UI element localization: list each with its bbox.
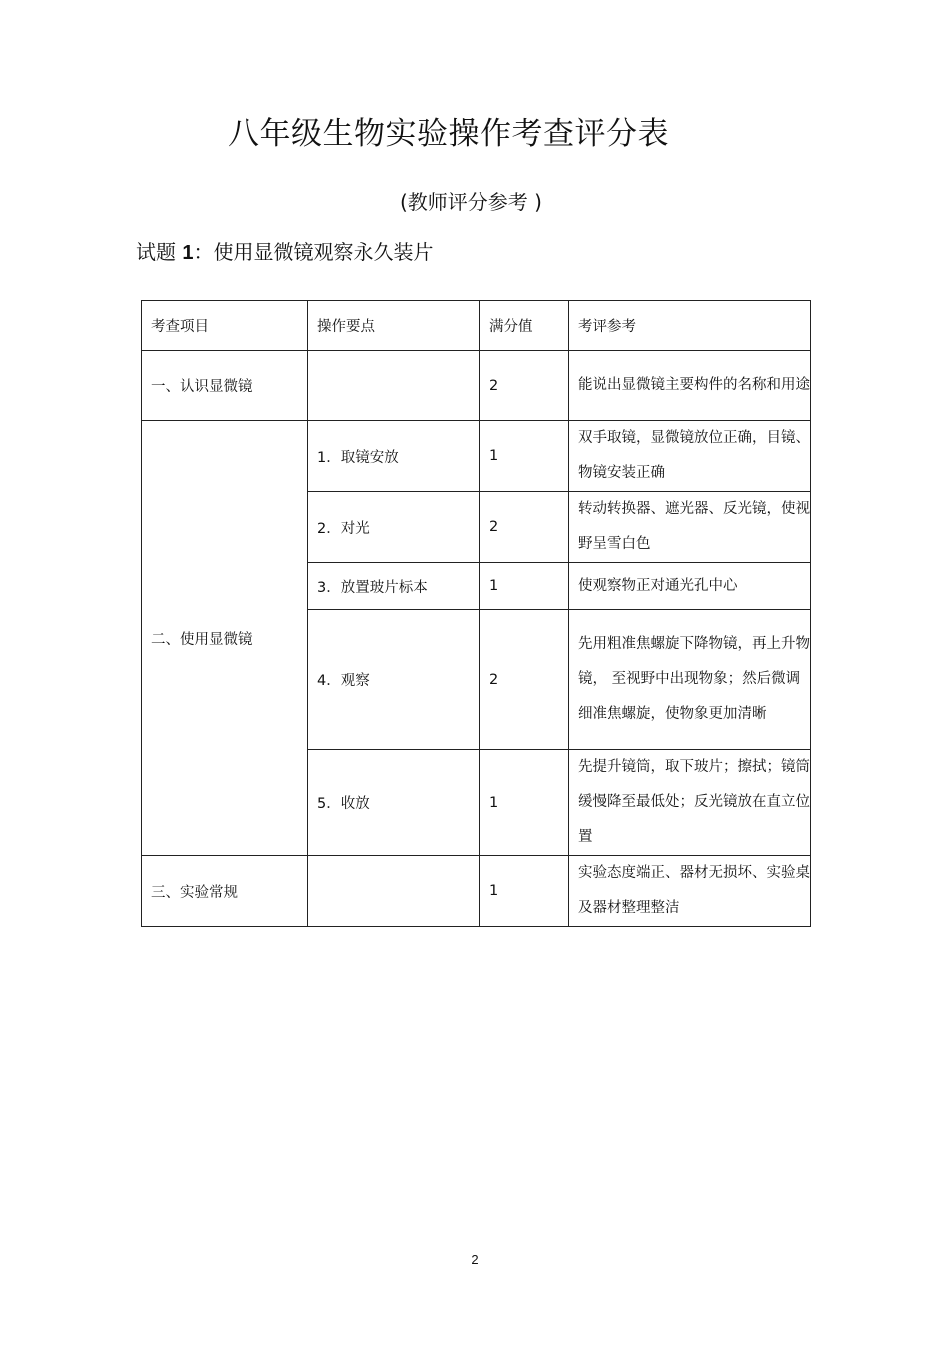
section-2-row-1-score: 1 <box>480 421 569 492</box>
header-reference: 考评参考 <box>569 301 811 351</box>
table-row <box>142 856 811 927</box>
section-2-row-3-reference: 使观察物正对通光孔中心 <box>569 563 811 610</box>
section-2-row-5-points: 5．收放 <box>308 750 480 856</box>
table-header-row <box>142 301 811 351</box>
page-number: 2 <box>471 1252 479 1267</box>
section-1-item: 一、认识显微镜 <box>142 351 308 421</box>
section-2-row-2-reference: 转动转换器、遮光器、反光镜，使视野呈雪白色 <box>569 492 811 563</box>
section-1-reference: 能说出显微镜主要构件的名称和用途 <box>569 351 811 421</box>
section-3-score: 1 <box>480 856 569 927</box>
question-text: ：使用显微镜观察永久装片 <box>193 240 434 264</box>
section-2-row-5-reference: 先提升镜筒，取下玻片；擦拭；镜筒缓慢降至最低处；反光镜放在直立位置 <box>569 750 811 856</box>
section-2-row-2-points: 2．对光 <box>308 492 480 563</box>
section-2-row-4-points: 4．观察 <box>308 610 480 750</box>
page-subtitle: (教师评分参考 ) <box>400 190 542 214</box>
section-3-points <box>308 856 480 927</box>
table-row <box>142 351 811 421</box>
scoring-table <box>141 300 811 927</box>
question-heading <box>136 236 433 265</box>
section-1-score: 2 <box>480 351 569 421</box>
question-number: 1 <box>182 242 194 264</box>
section-2-item: 二、使用显微镜 <box>142 421 308 856</box>
header-score: 满分值 <box>480 301 569 351</box>
header-points: 操作要点 <box>308 301 480 351</box>
section-3-reference: 实验态度端正、器材无损坏、实验桌及器材整理整洁 <box>569 856 811 927</box>
section-2-row-4-score: 2 <box>480 610 569 750</box>
section-3-item: 三、实验常规 <box>142 856 308 927</box>
section-2-row-5-score: 1 <box>480 750 569 856</box>
table-row <box>142 421 811 492</box>
question-prefix: 试题 <box>136 240 183 264</box>
section-2-row-3-points: 3．放置玻片标本 <box>308 563 480 610</box>
header-item: 考查项目 <box>142 301 308 351</box>
section-1-points <box>308 351 480 421</box>
page-title: 八年级生物实验操作考查评分表 <box>228 116 669 152</box>
section-2-row-4-reference: 先用粗准焦螺旋下降物镜，再上升物镜， 至视野中出现物象；然后微调细准焦螺旋，使物象更加清晰 <box>569 610 811 750</box>
section-2-row-2-score: 2 <box>480 492 569 563</box>
section-2-row-3-score: 1 <box>480 563 569 610</box>
section-2-row-1-reference: 双手取镜，显微镜放位正确，目镜、物镜安装正确 <box>569 421 811 492</box>
section-2-row-1-points: 1．取镜安放 <box>308 421 480 492</box>
